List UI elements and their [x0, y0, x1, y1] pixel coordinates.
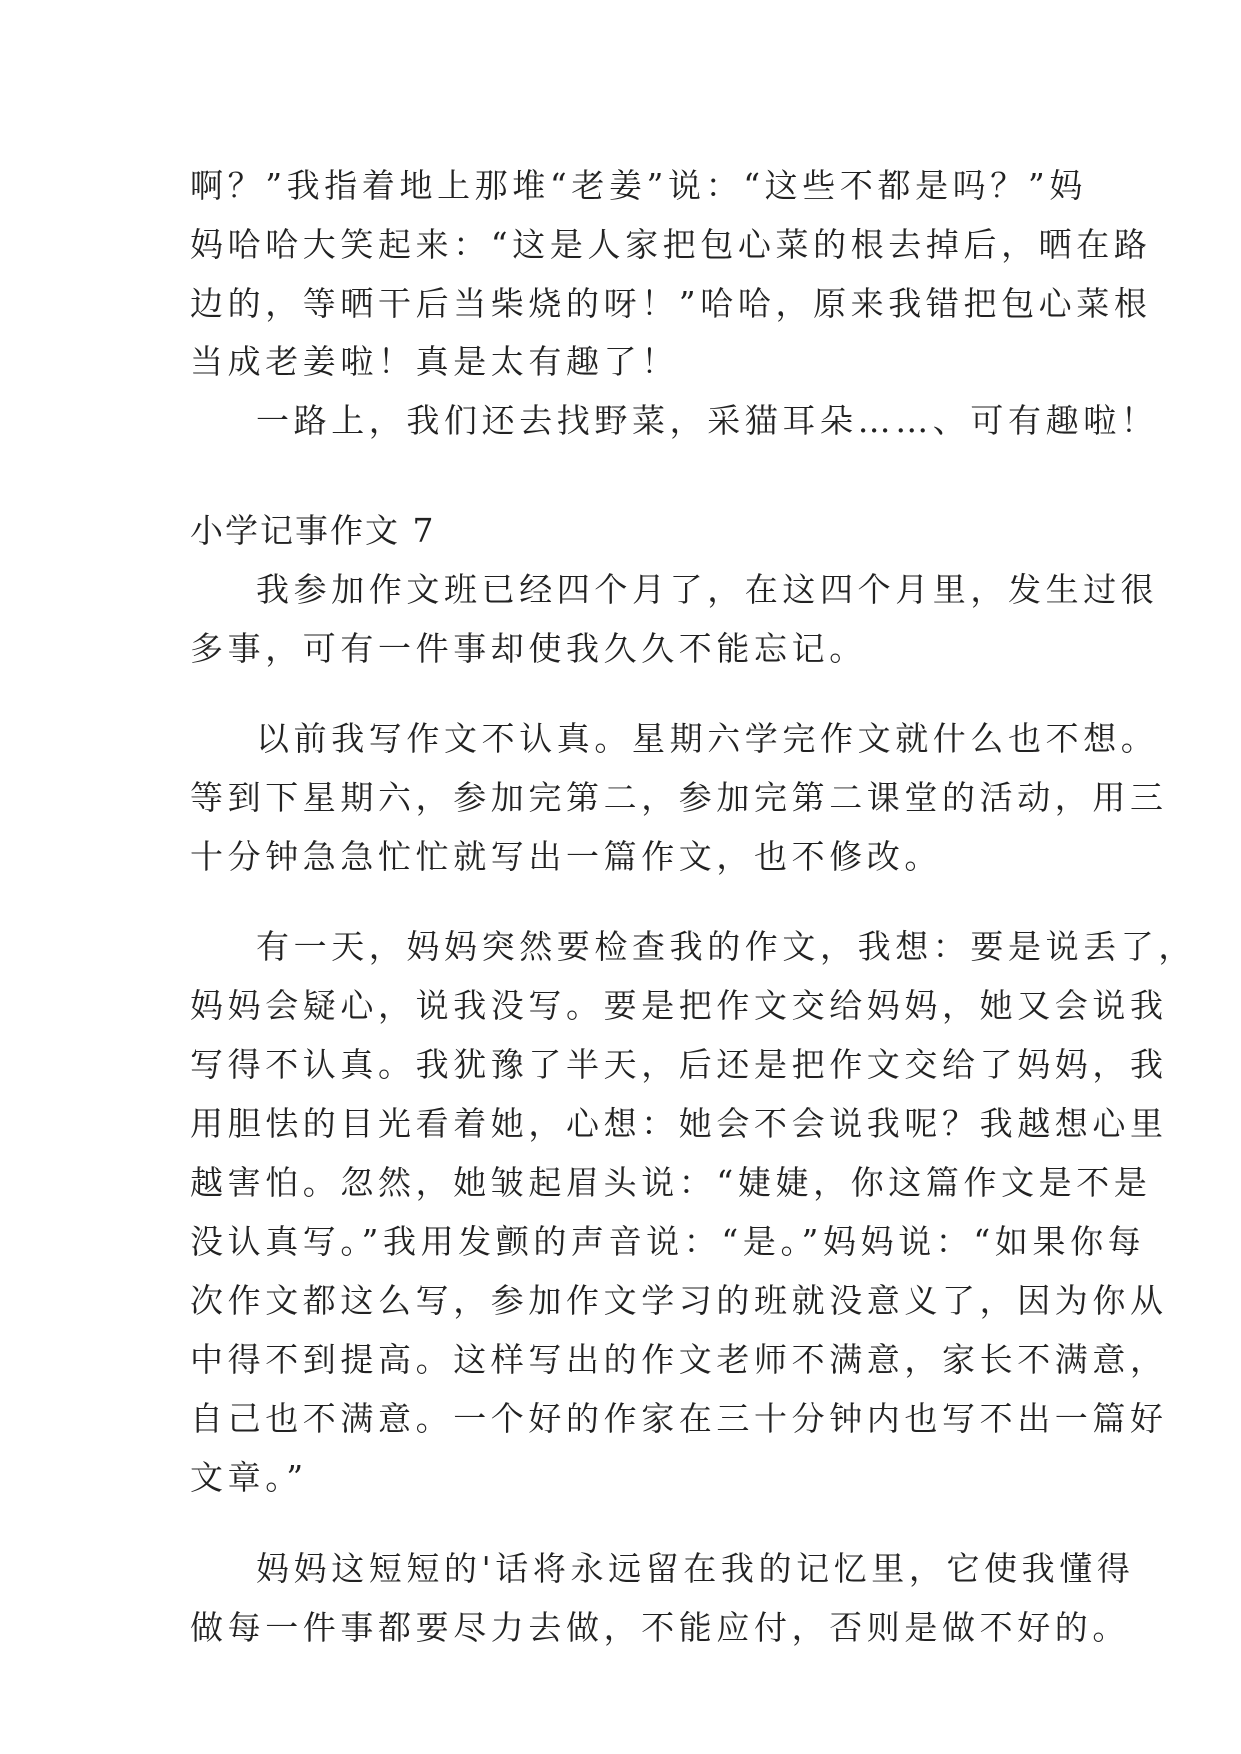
text-line: 用胆怯的目光看着她，心想：她会不会说我呢？我越想心里 — [190, 1104, 1168, 1143]
text-line: 没认真写。”我用发颤的声音说：“是。”妈妈说：“如果你每 — [190, 1222, 1146, 1261]
text-line: 妈哈哈大笑起来：“这是人家把包心菜的根去掉后，晒在路 — [190, 225, 1152, 264]
section-title: 小学记事作文 7 — [190, 511, 436, 550]
text-line: 等到下星期六，参加完第二，参加完第二课堂的活动，用三 — [190, 778, 1168, 817]
text-line: 做每一件事都要尽力去做，不能应付，否则是做不好的。 — [190, 1608, 1130, 1647]
text-line: 自己也不满意。一个好的作家在三十分钟内也写不出一篇好 — [190, 1399, 1168, 1438]
text-line: 中得不到提高。这样写出的作文老师不满意，家长不满意， — [190, 1340, 1168, 1379]
text-line: 文章。” — [190, 1458, 308, 1497]
text-line: 当成老姜啦！真是太有趣了！ — [190, 342, 679, 381]
text-line: 越害怕。忽然，她皱起眉头说：“婕婕，你这篇作文是不是 — [190, 1163, 1152, 1202]
text-line: 妈妈这短短的'话将永远留在我的记忆里，它使我懂得 — [256, 1549, 1135, 1588]
text-line: 啊？”我指着地上那堆“老姜”说：“这些不都是吗？”妈 — [190, 166, 1087, 205]
text-line: 次作文都这么写，参加作文学习的班就没意义了，因为你从 — [190, 1281, 1168, 1320]
text-line: 我参加作文班已经四个月了，在这四个月里，发生过很 — [256, 570, 1159, 609]
text-line: 有一天，妈妈突然要检查我的作文，我想：要是说丢了， — [256, 927, 1196, 966]
text-line: 写得不认真。我犹豫了半天，后还是把作文交给了妈妈，我 — [190, 1045, 1168, 1084]
text-line: 边的，等晒干后当柴烧的呀！”哈哈，原来我错把包心菜根 — [190, 284, 1152, 323]
text-line: 以前我写作文不认真。星期六学完作文就什么也不想。 — [256, 719, 1159, 758]
text-line: 多事，可有一件事却使我久久不能忘记。 — [190, 629, 867, 668]
closing-line: 一路上，我们还去找野菜，采猫耳朵……、可有趣啦！ — [256, 401, 1159, 440]
text-line: 妈妈会疑心，说我没写。要是把作文交给妈妈，她又会说我 — [190, 986, 1168, 1025]
text-line: 十分钟急急忙忙就写出一篇作文，也不修改。 — [190, 837, 942, 876]
